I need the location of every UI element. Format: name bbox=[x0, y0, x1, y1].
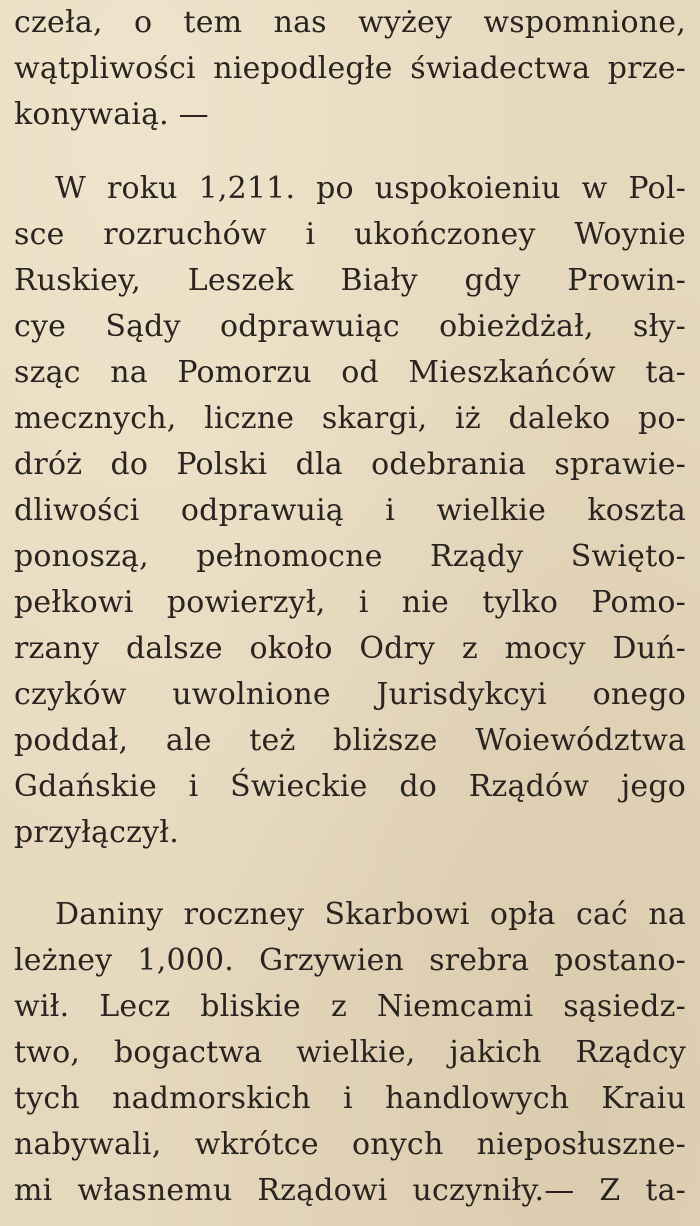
text-line: przyłączył. bbox=[14, 815, 179, 850]
text-line: dróż do Polski dla odebrania sprawie- bbox=[14, 447, 686, 482]
text-line: cye Sądy odprawuiąc obieżdżał, sły- bbox=[14, 309, 686, 344]
text-line: sce rozruchów i ukończoney Woynie bbox=[14, 217, 686, 252]
text-line: rzany dalsze około Odry z mocy Duń- bbox=[14, 631, 686, 666]
text-line: konywaią. — bbox=[14, 97, 209, 132]
text-line: Ruskiey, Leszek Biały gdy Prowin- bbox=[14, 263, 686, 298]
text-line: czeła, o tem nas wyżey wspomnione, bbox=[14, 5, 686, 40]
text-line: two, bogactwa wielkie, jakich Rządcy bbox=[14, 1035, 686, 1070]
text-line: pełkowi powierzył, i nie tylko Pomo- bbox=[14, 585, 686, 620]
text-line: mecznych, liczne skargi, iż daleko po- bbox=[14, 401, 686, 436]
text-line: dliwości odprawuią i wielkie koszta bbox=[14, 493, 686, 528]
text-line: Gdańskie i Świeckie do Rządów jego bbox=[14, 769, 686, 804]
text-line: ponoszą, pełnomocne Rządy Swięto- bbox=[14, 539, 686, 574]
text-line: leżney 1,000. Grzywien srebra postano- bbox=[14, 943, 686, 978]
text-line: nabywali, wkrótce onych nieposłuszne- bbox=[14, 1127, 686, 1162]
text-line: czyków uwolnione Jurisdykcyi onego bbox=[14, 677, 686, 712]
text-line: mi własnemu Rządowi uczyniły.— Z ta- bbox=[14, 1173, 686, 1208]
text-line: Daniny roczney Skarbowi opła cać na bbox=[55, 897, 686, 932]
text-line: tych nadmorskich i handlowych Kraiu bbox=[14, 1081, 686, 1116]
text-line: sząc na Pomorzu od Mieszkańców ta- bbox=[14, 355, 686, 390]
text-line: wątpliwości niepodległe świadectwa prze- bbox=[14, 51, 686, 86]
text-line: wił. Lecz bliskie z Niemcami sąsiedz- bbox=[14, 989, 686, 1024]
text-line: poddał, ale też bliższe Woiewództwa bbox=[14, 723, 686, 758]
text-line: W roku 1,211. po uspokoieniu w Pol- bbox=[55, 171, 686, 206]
